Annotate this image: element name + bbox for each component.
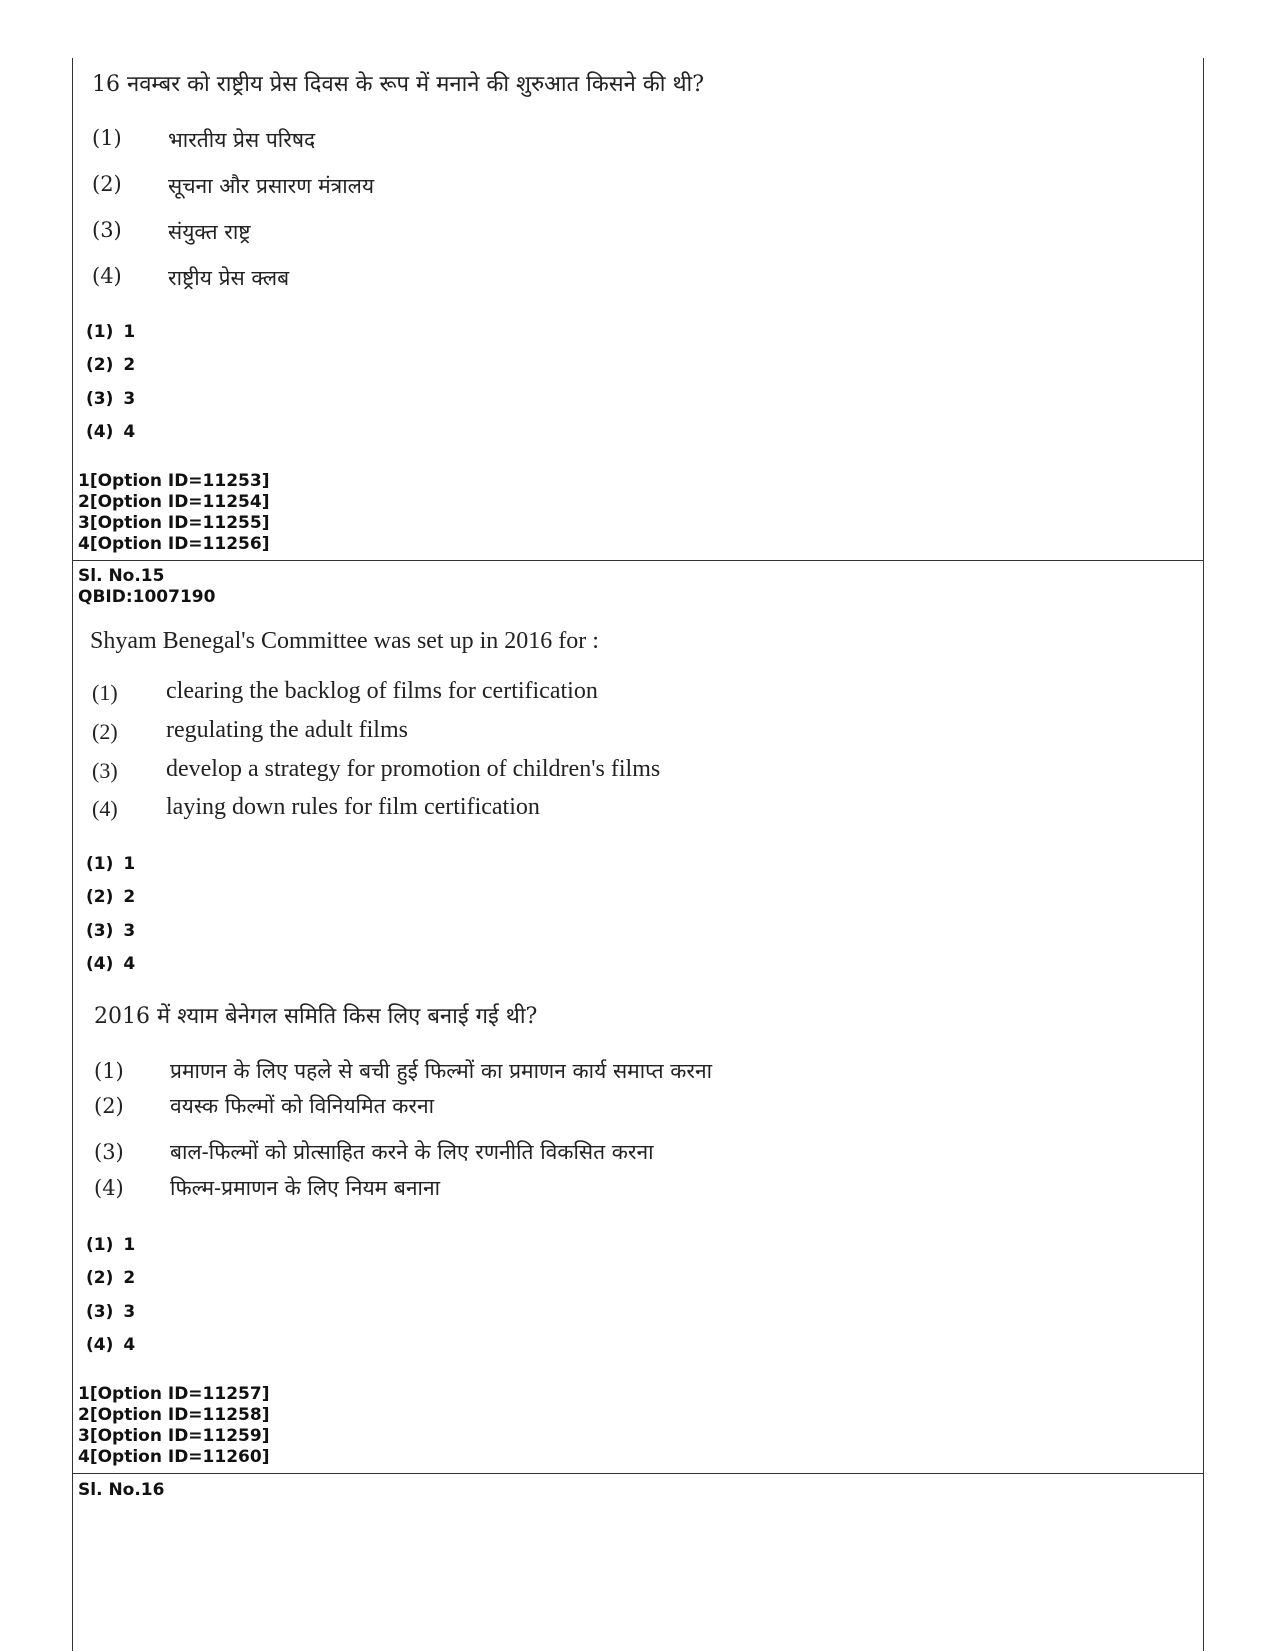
answer-choice: (1) 1 <box>86 854 136 874</box>
answer-choice: (2) 2 <box>86 1268 136 1288</box>
option-id: 4[Option ID=11256] <box>78 534 270 554</box>
serial-number: Sl. No.16 <box>78 1480 165 1500</box>
option-id: 3[Option ID=11259] <box>78 1426 270 1446</box>
q15-option-number: (2) <box>92 719 118 744</box>
q15-hindi-option-number: (3) <box>94 1140 124 1164</box>
answer-choice: (2) 2 <box>86 887 136 907</box>
q14-option-number: (3) <box>92 218 122 242</box>
option-id: 1[Option ID=11257] <box>78 1384 270 1404</box>
q14-option-text: सूचना और प्रसारण मंत्रालय <box>168 174 375 198</box>
section-divider <box>72 1473 1204 1474</box>
q15-hindi-option-text: फिल्म-प्रमाणन के लिए नियम बनाना <box>170 1176 441 1200</box>
q15-question-hindi: 2016 में श्याम बेनेगल समिति किस लिए बनाई गई थी? <box>94 1004 538 1029</box>
q15-hindi-option-text: प्रमाणन के लिए पहले से बची हुई फिल्मों का प्रमाणन कार्य समाप्त करना <box>170 1059 713 1083</box>
answer-choice: (1) 1 <box>86 322 136 342</box>
option-id: 2[Option ID=11254] <box>78 492 270 512</box>
q15-hindi-option-number: (4) <box>94 1176 124 1200</box>
q14-question-hindi: 16 नवम्बर को राष्ट्रीय प्रेस दिवस के रूप में मनाने की शुरुआत किसने की थी? <box>92 72 704 97</box>
option-id: 3[Option ID=11255] <box>78 513 270 533</box>
q15-option-number: (3) <box>92 758 118 783</box>
q15-hindi-option-number: (2) <box>94 1094 124 1118</box>
q15-hindi-option-text: वयस्क फिल्मों को विनियमित करना <box>170 1094 435 1118</box>
option-id: 1[Option ID=11253] <box>78 471 270 491</box>
option-id: 2[Option ID=11258] <box>78 1405 270 1425</box>
q14-option-text: संयुक्त राष्ट्र <box>168 220 251 244</box>
answer-choice: (1) 1 <box>86 1235 136 1255</box>
answer-choice: (3) 3 <box>86 921 136 941</box>
answer-choice: (3) 3 <box>86 389 136 409</box>
q15-hindi-option-number: (1) <box>94 1059 124 1083</box>
option-id: 4[Option ID=11260] <box>78 1447 270 1467</box>
q15-question-english: Shyam Benegal's Committee was set up in 2016 for : <box>90 628 599 654</box>
section-divider <box>72 560 1204 561</box>
q14-option-number: (4) <box>92 264 122 288</box>
q14-option-text: भारतीय प्रेस परिषद <box>168 128 316 152</box>
q15-option-text: regulating the adult films <box>166 717 408 743</box>
q15-option-text: laying down rules for film certification <box>166 794 540 820</box>
q15-option-number: (1) <box>92 680 118 705</box>
q14-option-text: राष्ट्रीय प्रेस क्लब <box>168 266 290 290</box>
question-bank-id: QBID:1007190 <box>78 587 216 607</box>
q15-option-text: clearing the backlog of films for certification <box>166 678 598 704</box>
q15-option-number: (4) <box>92 796 118 821</box>
answer-choice: (4) 4 <box>86 954 136 974</box>
answer-choice: (2) 2 <box>86 355 136 375</box>
q15-option-text: develop a strategy for promotion of children's films <box>166 756 661 782</box>
answer-choice: (3) 3 <box>86 1302 136 1322</box>
q15-hindi-option-text: बाल-फिल्मों को प्रोत्साहित करने के लिए रणनीति विकसित करना <box>170 1140 654 1164</box>
answer-choice: (4) 4 <box>86 422 136 442</box>
q14-option-number: (2) <box>92 172 122 196</box>
answer-choice: (4) 4 <box>86 1335 136 1355</box>
serial-number: Sl. No.15 <box>78 566 165 586</box>
q14-option-number: (1) <box>92 126 122 150</box>
